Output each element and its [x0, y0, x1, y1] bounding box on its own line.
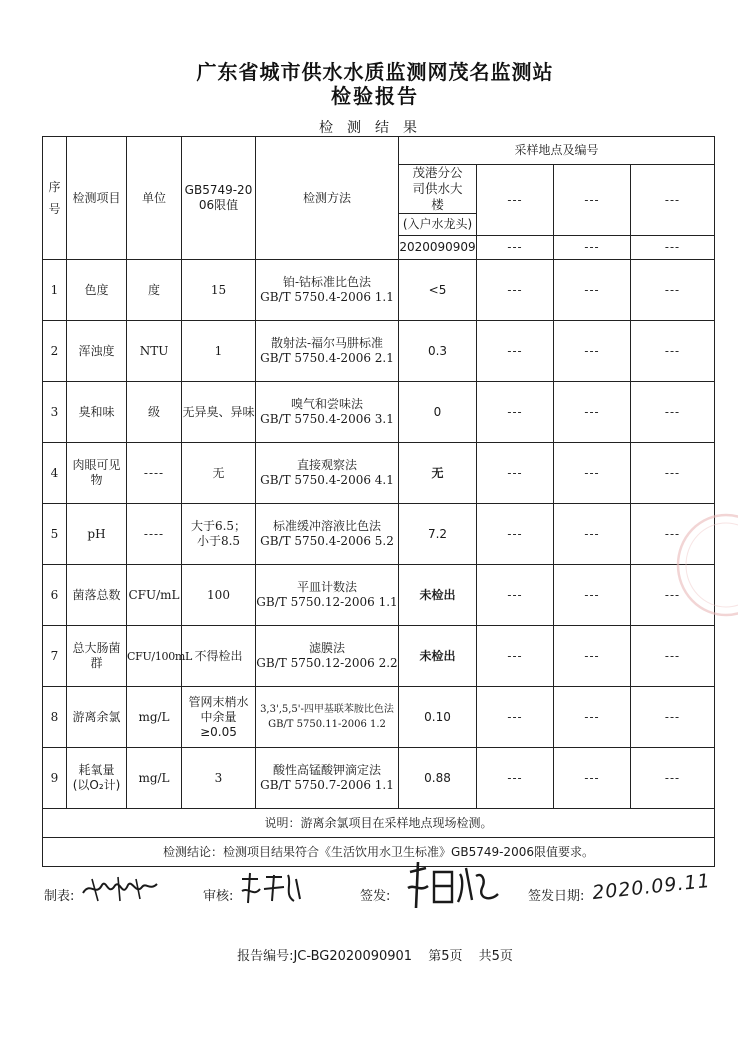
- row-method: 平皿计数法 GB/T 5750.12-2006 1.1: [256, 565, 399, 626]
- row-site3: ---: [554, 382, 631, 443]
- row-site2: ---: [477, 443, 554, 504]
- row-site3: ---: [554, 321, 631, 382]
- page-total: 共5页: [478, 949, 513, 964]
- row-unit: CFU/100mL: [127, 626, 182, 687]
- row-site4: ---: [631, 504, 715, 565]
- table-row: [43, 321, 715, 382]
- row-site3: ---: [554, 504, 631, 565]
- row-method: 铂-钴标准比色法 GB/T 5750.4-2006 1.1: [256, 260, 399, 321]
- row-site2: ---: [477, 321, 554, 382]
- table-row: [43, 687, 715, 748]
- row-item: 游离余氯: [67, 687, 127, 748]
- official-seal-icon: [668, 510, 738, 620]
- table-row: [43, 748, 715, 809]
- row-method: 3,3',5,5'-四甲基联苯胺比色法 GB/T 5750.11-2006 1.2: [256, 687, 399, 748]
- row-site3: ---: [554, 443, 631, 504]
- row-item: 肉眼可见物: [67, 443, 127, 504]
- site3-placeholder: ---: [554, 165, 631, 236]
- row-no: 8: [43, 687, 67, 748]
- prepared-by-signature-icon: [80, 873, 160, 905]
- row-limit: 不得检出: [182, 626, 256, 687]
- row-item: 浑浊度: [67, 321, 127, 382]
- row-site2: ---: [477, 565, 554, 626]
- site2-placeholder: ---: [477, 165, 554, 236]
- row-no: 6: [43, 565, 67, 626]
- site2-code: ---: [477, 236, 554, 260]
- site4-code: ---: [631, 236, 715, 260]
- issued-by-label: 签发:: [360, 889, 391, 904]
- row-site3: ---: [554, 748, 631, 809]
- col-header-item: 检测项目: [67, 137, 127, 260]
- row-unit: mg/L: [127, 687, 182, 748]
- row-method: 酸性高锰酸钾滴定法 GB/T 5750.7-2006 1.1: [256, 748, 399, 809]
- row-no: 4: [43, 443, 67, 504]
- row-no: 1: [43, 260, 67, 321]
- row-result: 0.88: [399, 748, 477, 809]
- report-footer: [0, 945, 750, 964]
- row-result: 7.2: [399, 504, 477, 565]
- row-result: 0.3: [399, 321, 477, 382]
- row-limit: 15: [182, 260, 256, 321]
- row-no: 9: [43, 748, 67, 809]
- row-no: 5: [43, 504, 67, 565]
- row-item: pH: [67, 504, 127, 565]
- row-site3: ---: [554, 565, 631, 626]
- row-item: 色度: [67, 260, 127, 321]
- document-title: 检验报告: [331, 84, 419, 108]
- table-row: [43, 260, 715, 321]
- section-title: 检测结果: [319, 120, 431, 136]
- col-header-method: 检测方法: [256, 137, 399, 260]
- row-method: 嗅气和尝味法 GB/T 5750.4-2006 3.1: [256, 382, 399, 443]
- report-number: 报告编号:JC-BG2020090901: [237, 949, 413, 964]
- row-method: 直接观察法 GB/T 5750.4-2006 4.1: [256, 443, 399, 504]
- issue-date-label: 签发日期:: [528, 889, 585, 904]
- col-header-unit: 单位: [127, 137, 182, 260]
- row-limit: 3: [182, 748, 256, 809]
- table-row: [43, 626, 715, 687]
- row-site4: ---: [631, 443, 715, 504]
- row-site2: ---: [477, 687, 554, 748]
- row-method: 散射法-福尔马肼标准 GB/T 5750.4-2006 2.1: [256, 321, 399, 382]
- row-limit: 1: [182, 321, 256, 382]
- issued-by-signature-icon: [402, 858, 502, 913]
- reviewed-by-signature-icon: [238, 869, 308, 907]
- conclusion: 检测结论：检测项目结果符合《生活饮用水卫生标准》GB5749-2006限值要求。: [43, 838, 715, 867]
- site1-code: 2020090909: [399, 236, 477, 260]
- row-site4: ---: [631, 565, 715, 626]
- row-site2: ---: [477, 382, 554, 443]
- row-site2: ---: [477, 260, 554, 321]
- row-result: 未检出: [399, 626, 477, 687]
- table-row: [43, 565, 715, 626]
- note: 说明：游离余氯项目在采样地点现场检测。: [43, 809, 715, 838]
- row-method: 标准缓冲溶液比色法 GB/T 5750.4-2006 5.2: [256, 504, 399, 565]
- row-site2: ---: [477, 504, 554, 565]
- row-no: 3: [43, 382, 67, 443]
- row-unit: 级: [127, 382, 182, 443]
- table-row: [43, 504, 715, 565]
- row-unit: ----: [127, 443, 182, 504]
- row-result: 0: [399, 382, 477, 443]
- row-site4: ---: [631, 321, 715, 382]
- row-no: 2: [43, 321, 67, 382]
- row-limit: 无: [182, 443, 256, 504]
- row-item: 耗氧量(以O₂计): [67, 748, 127, 809]
- row-site2: ---: [477, 626, 554, 687]
- row-result: 无: [399, 443, 477, 504]
- row-result: 未检出: [399, 565, 477, 626]
- row-item: 总大肠菌群: [67, 626, 127, 687]
- row-item: 臭和味: [67, 382, 127, 443]
- table-row: [43, 443, 715, 504]
- row-unit: mg/L: [127, 748, 182, 809]
- row-site4: ---: [631, 626, 715, 687]
- row-limit: 100: [182, 565, 256, 626]
- table-row: [43, 382, 715, 443]
- row-unit: 度: [127, 260, 182, 321]
- row-limit: 大于6.5；小于8.5: [182, 504, 256, 565]
- row-unit: CFU/mL: [127, 565, 182, 626]
- site3-code: ---: [554, 236, 631, 260]
- row-result: <5: [399, 260, 477, 321]
- row-unit: ----: [127, 504, 182, 565]
- row-site4: ---: [631, 382, 715, 443]
- row-limit: 无异臭、异味: [182, 382, 256, 443]
- row-result: 0.10: [399, 687, 477, 748]
- row-item: 菌落总数: [67, 565, 127, 626]
- row-site3: ---: [554, 260, 631, 321]
- row-site4: ---: [631, 260, 715, 321]
- issue-date-handwritten: 2020.09.11: [591, 869, 712, 905]
- row-method: 滤膜法 GB/T 5750.12-2006 2.2: [256, 626, 399, 687]
- row-unit: NTU: [127, 321, 182, 382]
- row-site3: ---: [554, 687, 631, 748]
- row-site2: ---: [477, 748, 554, 809]
- row-site4: ---: [631, 687, 715, 748]
- row-site3: ---: [554, 626, 631, 687]
- org-title: 广东省城市供水水质监测网茂名监测站: [196, 60, 554, 84]
- col-header-sites: 采样地点及编号: [399, 137, 715, 165]
- site1-name: 茂港分公司供水大楼: [399, 165, 477, 214]
- prepared-by-label: 制表:: [44, 889, 75, 904]
- col-header-no: 序号: [43, 137, 67, 260]
- row-limit: 管网末梢水中余量≥0.05: [182, 687, 256, 748]
- site4-placeholder: ---: [631, 165, 715, 236]
- site1-sub: (入户水龙头): [399, 214, 477, 236]
- results-table: [42, 136, 715, 867]
- page-number: 第5页: [428, 949, 463, 964]
- reviewed-by-label: 审核:: [203, 889, 234, 904]
- row-site4: ---: [631, 748, 715, 809]
- col-header-limit: GB5749-2006限值: [182, 137, 256, 260]
- row-no: 7: [43, 626, 67, 687]
